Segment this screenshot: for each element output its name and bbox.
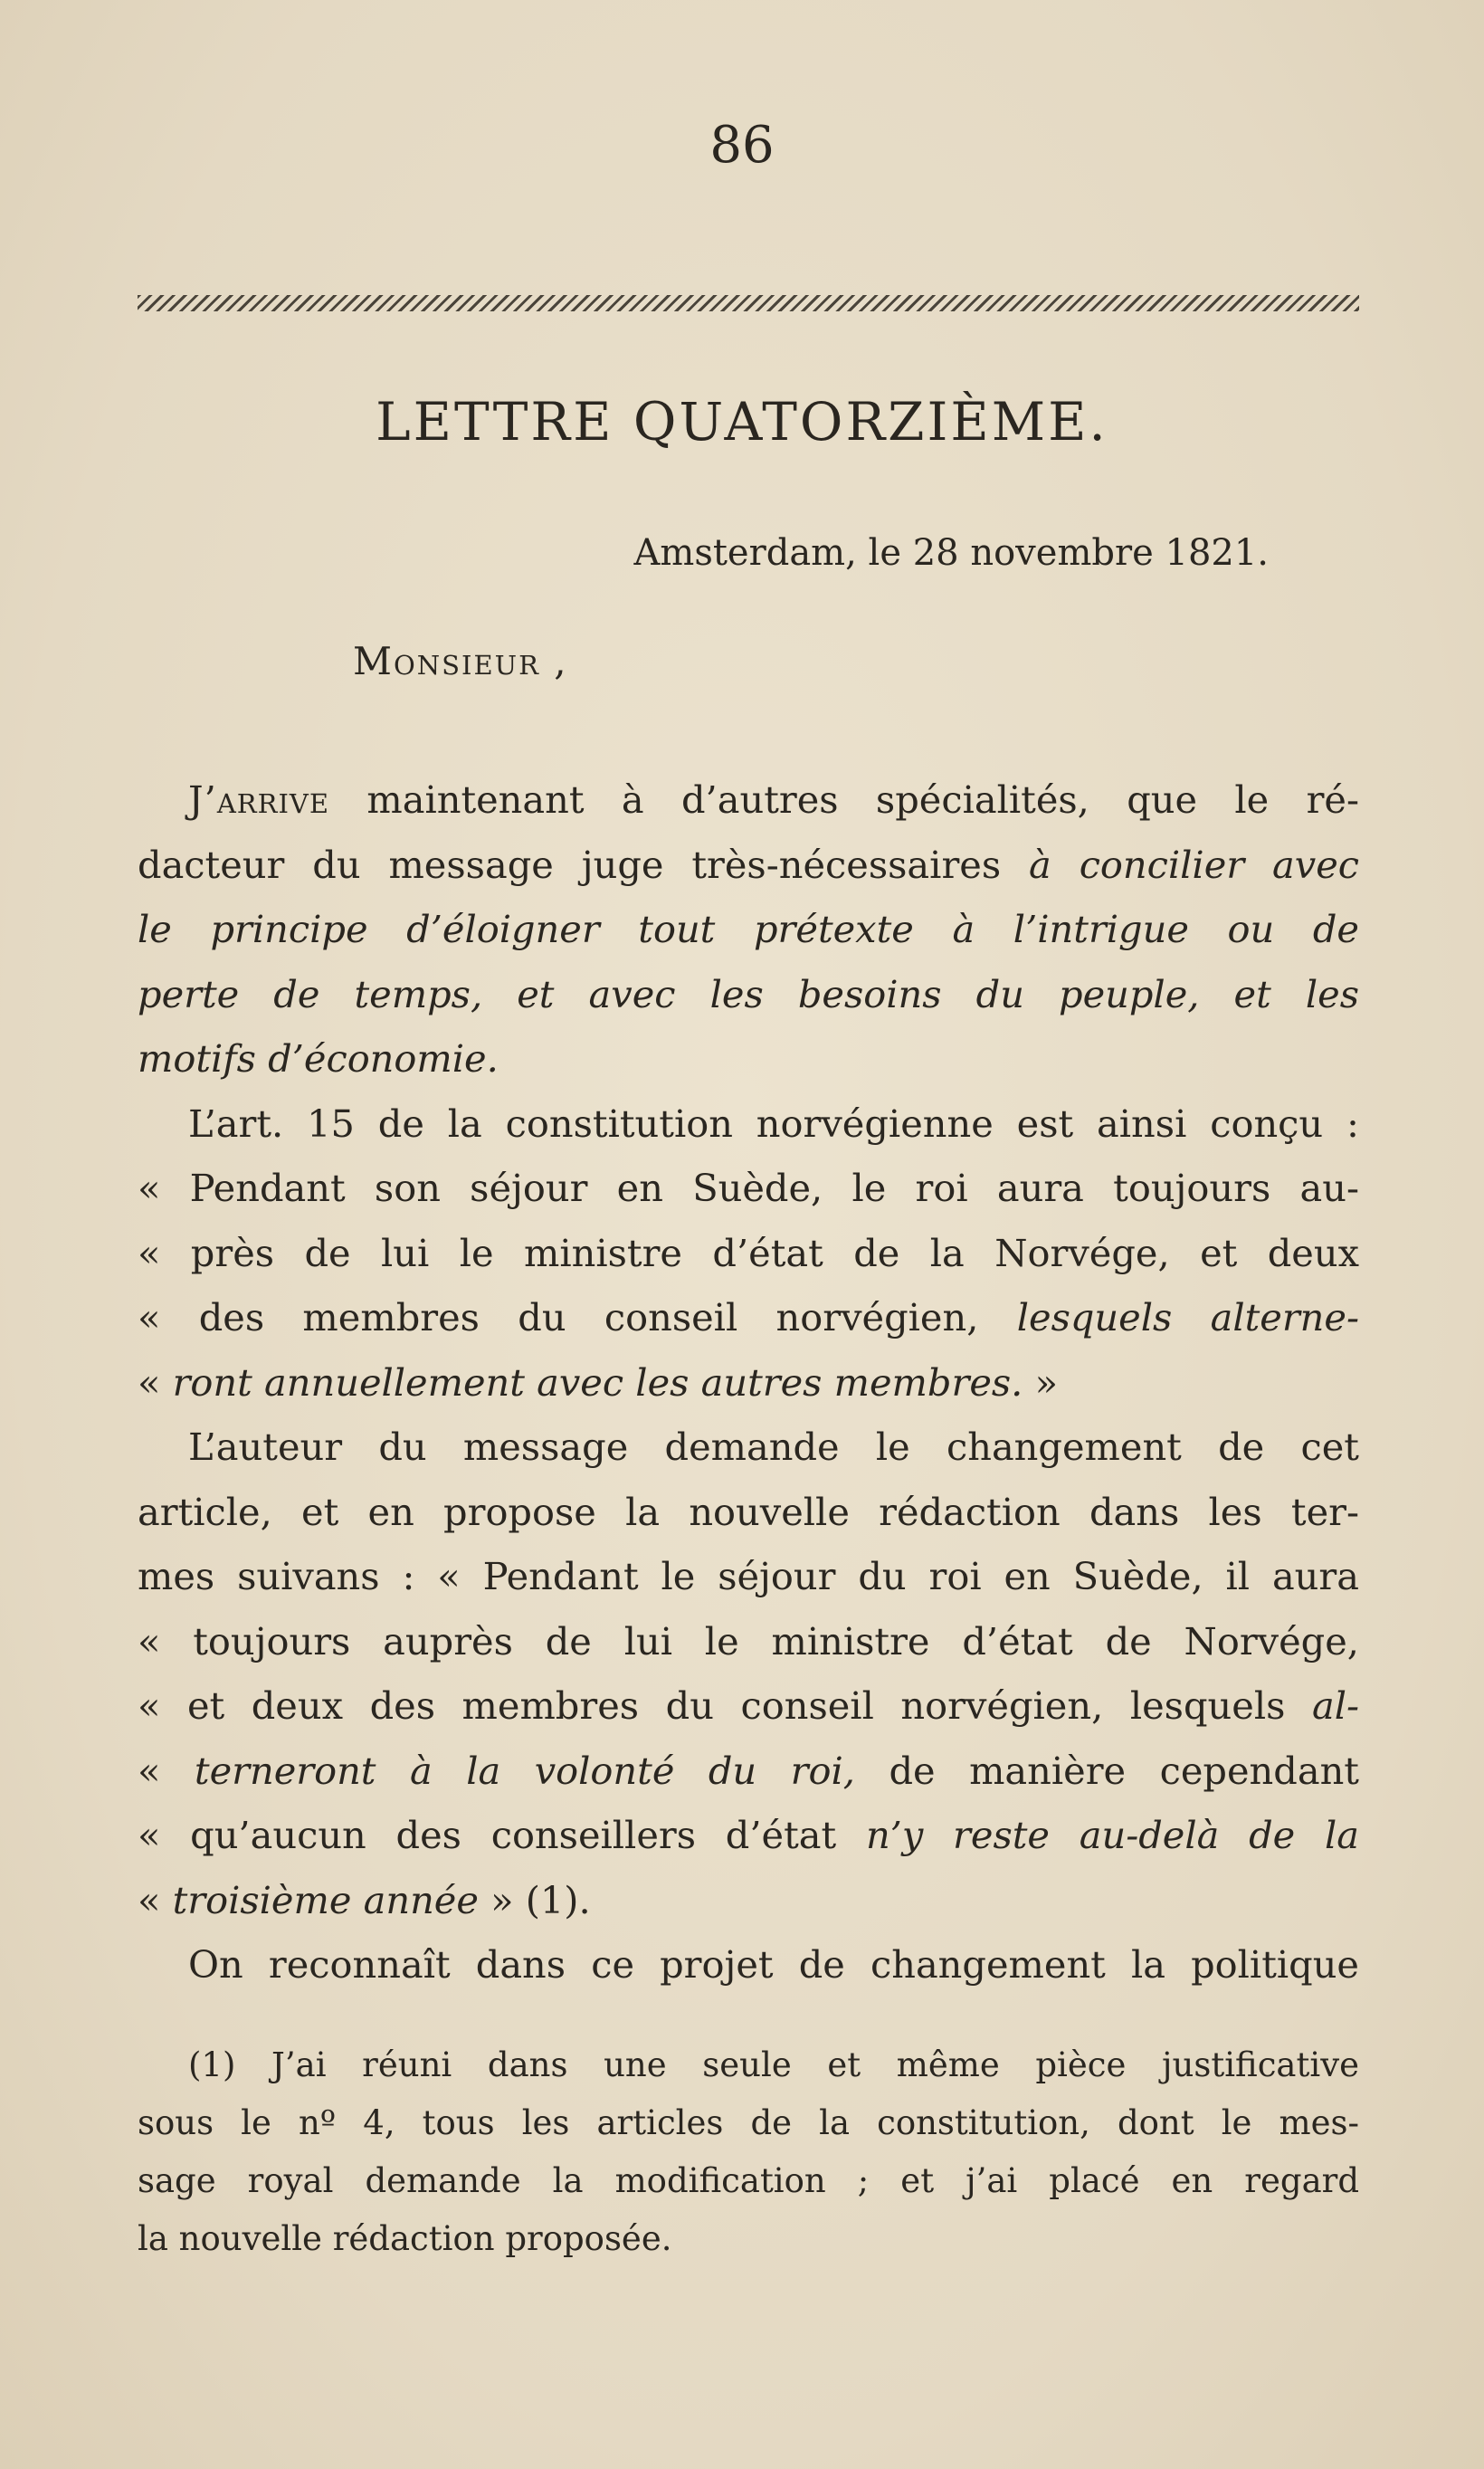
- footnote: [138, 2036, 1359, 2268]
- text-line: le principe d’éloigner tout prétexte à l’intrigue ou de: [138, 907, 1359, 951]
- footnote-line: la nouvelle rédaction proposée.: [138, 2219, 672, 2258]
- letter-title: LETTRE QUATORZIÈME.: [376, 391, 1108, 453]
- footnote-line: sage royal demande la modification ; et j’ai placé en regard: [138, 2161, 1359, 2200]
- text-line: « troisième année » (1).: [138, 1877, 591, 1922]
- text-line: « qu’aucun des conseillers d’état n’y reste au-delà de la: [138, 1813, 1359, 1857]
- text-line: mes suivans : « Pendant le séjour du roi en Suède, il aura: [138, 1554, 1359, 1598]
- text-line: perte de temps, et avec les besoins du peuple, et les: [138, 971, 1359, 1016]
- text-line: « et deux des membres du conseil norvégien, lesquels al-: [138, 1683, 1359, 1728]
- letter-body: [138, 767, 1359, 1997]
- text-line: « Pendant son séjour en Suède, le roi aura toujours au-: [138, 1166, 1359, 1210]
- text-line: motifs d’économie.: [138, 1036, 499, 1081]
- page-number: 86: [709, 116, 775, 175]
- dateline: Amsterdam, le 28 novembre 1821.: [633, 532, 1269, 574]
- text-line: « près de lui le ministre d’état de la Norvége, et deux: [138, 1230, 1359, 1275]
- salutation: Monsieur ,: [353, 639, 568, 683]
- text-line: dacteur du message juge très-nécessaires à concilier avec: [138, 842, 1359, 887]
- text-line: L’auteur du message demande le changement de cet: [188, 1425, 1359, 1469]
- text-line: On reconnaît dans ce projet de changement la politique: [188, 1942, 1359, 1987]
- text-line: J’arrive maintenant à d’autres spécialités, que le ré-: [188, 777, 1359, 822]
- text-line: « terneront à la volonté du roi, de manière cependant: [138, 1748, 1359, 1793]
- ornamental-rule: [138, 295, 1359, 311]
- text-line: « toujours auprès de lui le ministre d’état de Norvége,: [138, 1618, 1359, 1663]
- text-line: « des membres du conseil norvégien, lesquels alterne-: [138, 1295, 1359, 1339]
- text-line: article, et en propose la nouvelle rédaction dans les ter-: [138, 1489, 1359, 1534]
- dropcap-word: J’arrive: [188, 777, 330, 822]
- text-line: L’art. 15 de la constitution norvégienne est ainsi conçu :: [188, 1101, 1359, 1146]
- footnote-line: (1) J’ai réuni dans une seule et même pièce justificative: [188, 2045, 1359, 2084]
- footnote-line: sous le nº 4, tous les articles de la constitution, dont le mes-: [138, 2103, 1359, 2142]
- text-line: « ront annuellement avec les autres membres. »: [138, 1359, 1058, 1405]
